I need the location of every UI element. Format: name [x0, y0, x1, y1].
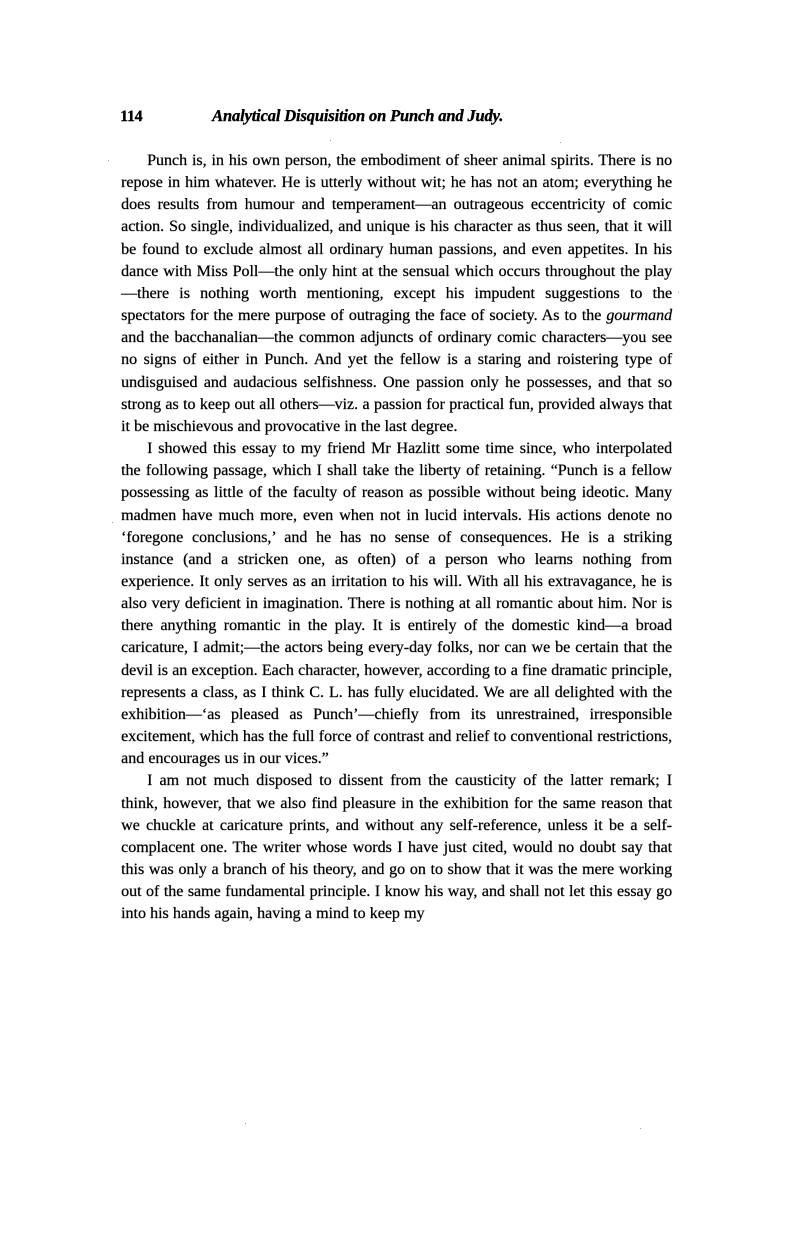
italic-word-gourmand: gourmand — [606, 307, 672, 325]
scan-speckle — [112, 522, 113, 523]
running-head-title: Analytical Disquisition on Punch and Judy. — [212, 106, 504, 125]
paragraph-2-text: I showed this essay to my friend Mr Hazlitt some time since, who interpolated the following passage, which I shall take the liberty of retaining. “Punch is a fellow possessing as little of the faculty of reason as possible without being ideotic. Many madmen have much more, even when not in lucid intervals. His actions denote no ‘foregone conclusions,’ and he has no sense of consequences. He is a striking instance (and a stricken one, as often) of a person who learns nothing from experience. It only serves as an irritation to his will. With all his extravagance, he is also very deficient in imagination. There is nothing at all romantic about him. Nor is there anything romantic in the play. It is entirely of the domestic kind—a broad caricature, I admit;—the actors being every-day folks, nor can we be certain that the devil is an exception. Each character, however, according to a fine dramatic principle, represents a class, as I think C. L. has fully elucidated. We are all delighted with the exhibition—‘as pleased as Punch’—chiefly from its unrestrained, irresponsible excitement, which has the full force of contrast and relief to conventional restrictions, and encourages us in our vices.” — [121, 440, 672, 768]
paragraph-1-text-after-italic: and the bacchanalian—the common adjuncts of ordinary comic characters—you see no signs of either in Punch. And yet the fellow is a staring and roistering type of undisguised and audacious selfishness. One passion only he possesses, and that so strong as to keep out all others—viz. a passion for practical fun, provided always that it be mischievous and provocative in the last degree. — [121, 329, 672, 435]
scan-speckle — [108, 160, 109, 161]
paragraph-2 — [121, 438, 672, 770]
scan-speckle — [245, 1123, 246, 1124]
paragraph-3-text: I am not much disposed to dissent from the causticity of the latter remark; I think, however, that we also find pleasure in the exhibition for the same reason that we chuckle at caricature prints, and without any self-reference, unless it be a self-complacent one. The writer whose words I have just cited, would no doubt say that this was only a branch of his theory, and go on to show that it was the mere working out of the same fundamental principle. I know his way, and shall not let this essay go into his hands again, having a mind to keep my — [121, 772, 672, 923]
paragraph-3 — [121, 770, 672, 925]
scan-speckle — [330, 140, 331, 141]
scan-speckle — [560, 142, 561, 143]
running-head — [120, 106, 672, 130]
scan-speckle — [640, 1128, 641, 1129]
paragraph-1-text-before-italic: Punch is, in his own person, the embodiment of sheer animal spirits. There is no repose in him whatever. He is utterly without wit; he has not an atom; everything he does results from humour and temperament—an outrageous eccentricity of comic action. So single, individualized, and unique is his character as thus seen, that it will be found to exclude almost all ordinary human passions, and even appetites. In his dance with Miss Poll—the only hint at the sensual which occurs throughout the play—there is nothing worth mentioning, except his impudent suggestions to the spectators for the mere purpose of outraging the face of society. As to the — [121, 152, 672, 325]
scan-speckle — [678, 292, 679, 293]
body-text-block — [121, 150, 672, 925]
paragraph-1 — [121, 150, 672, 438]
page-number: 114 — [120, 108, 143, 125]
